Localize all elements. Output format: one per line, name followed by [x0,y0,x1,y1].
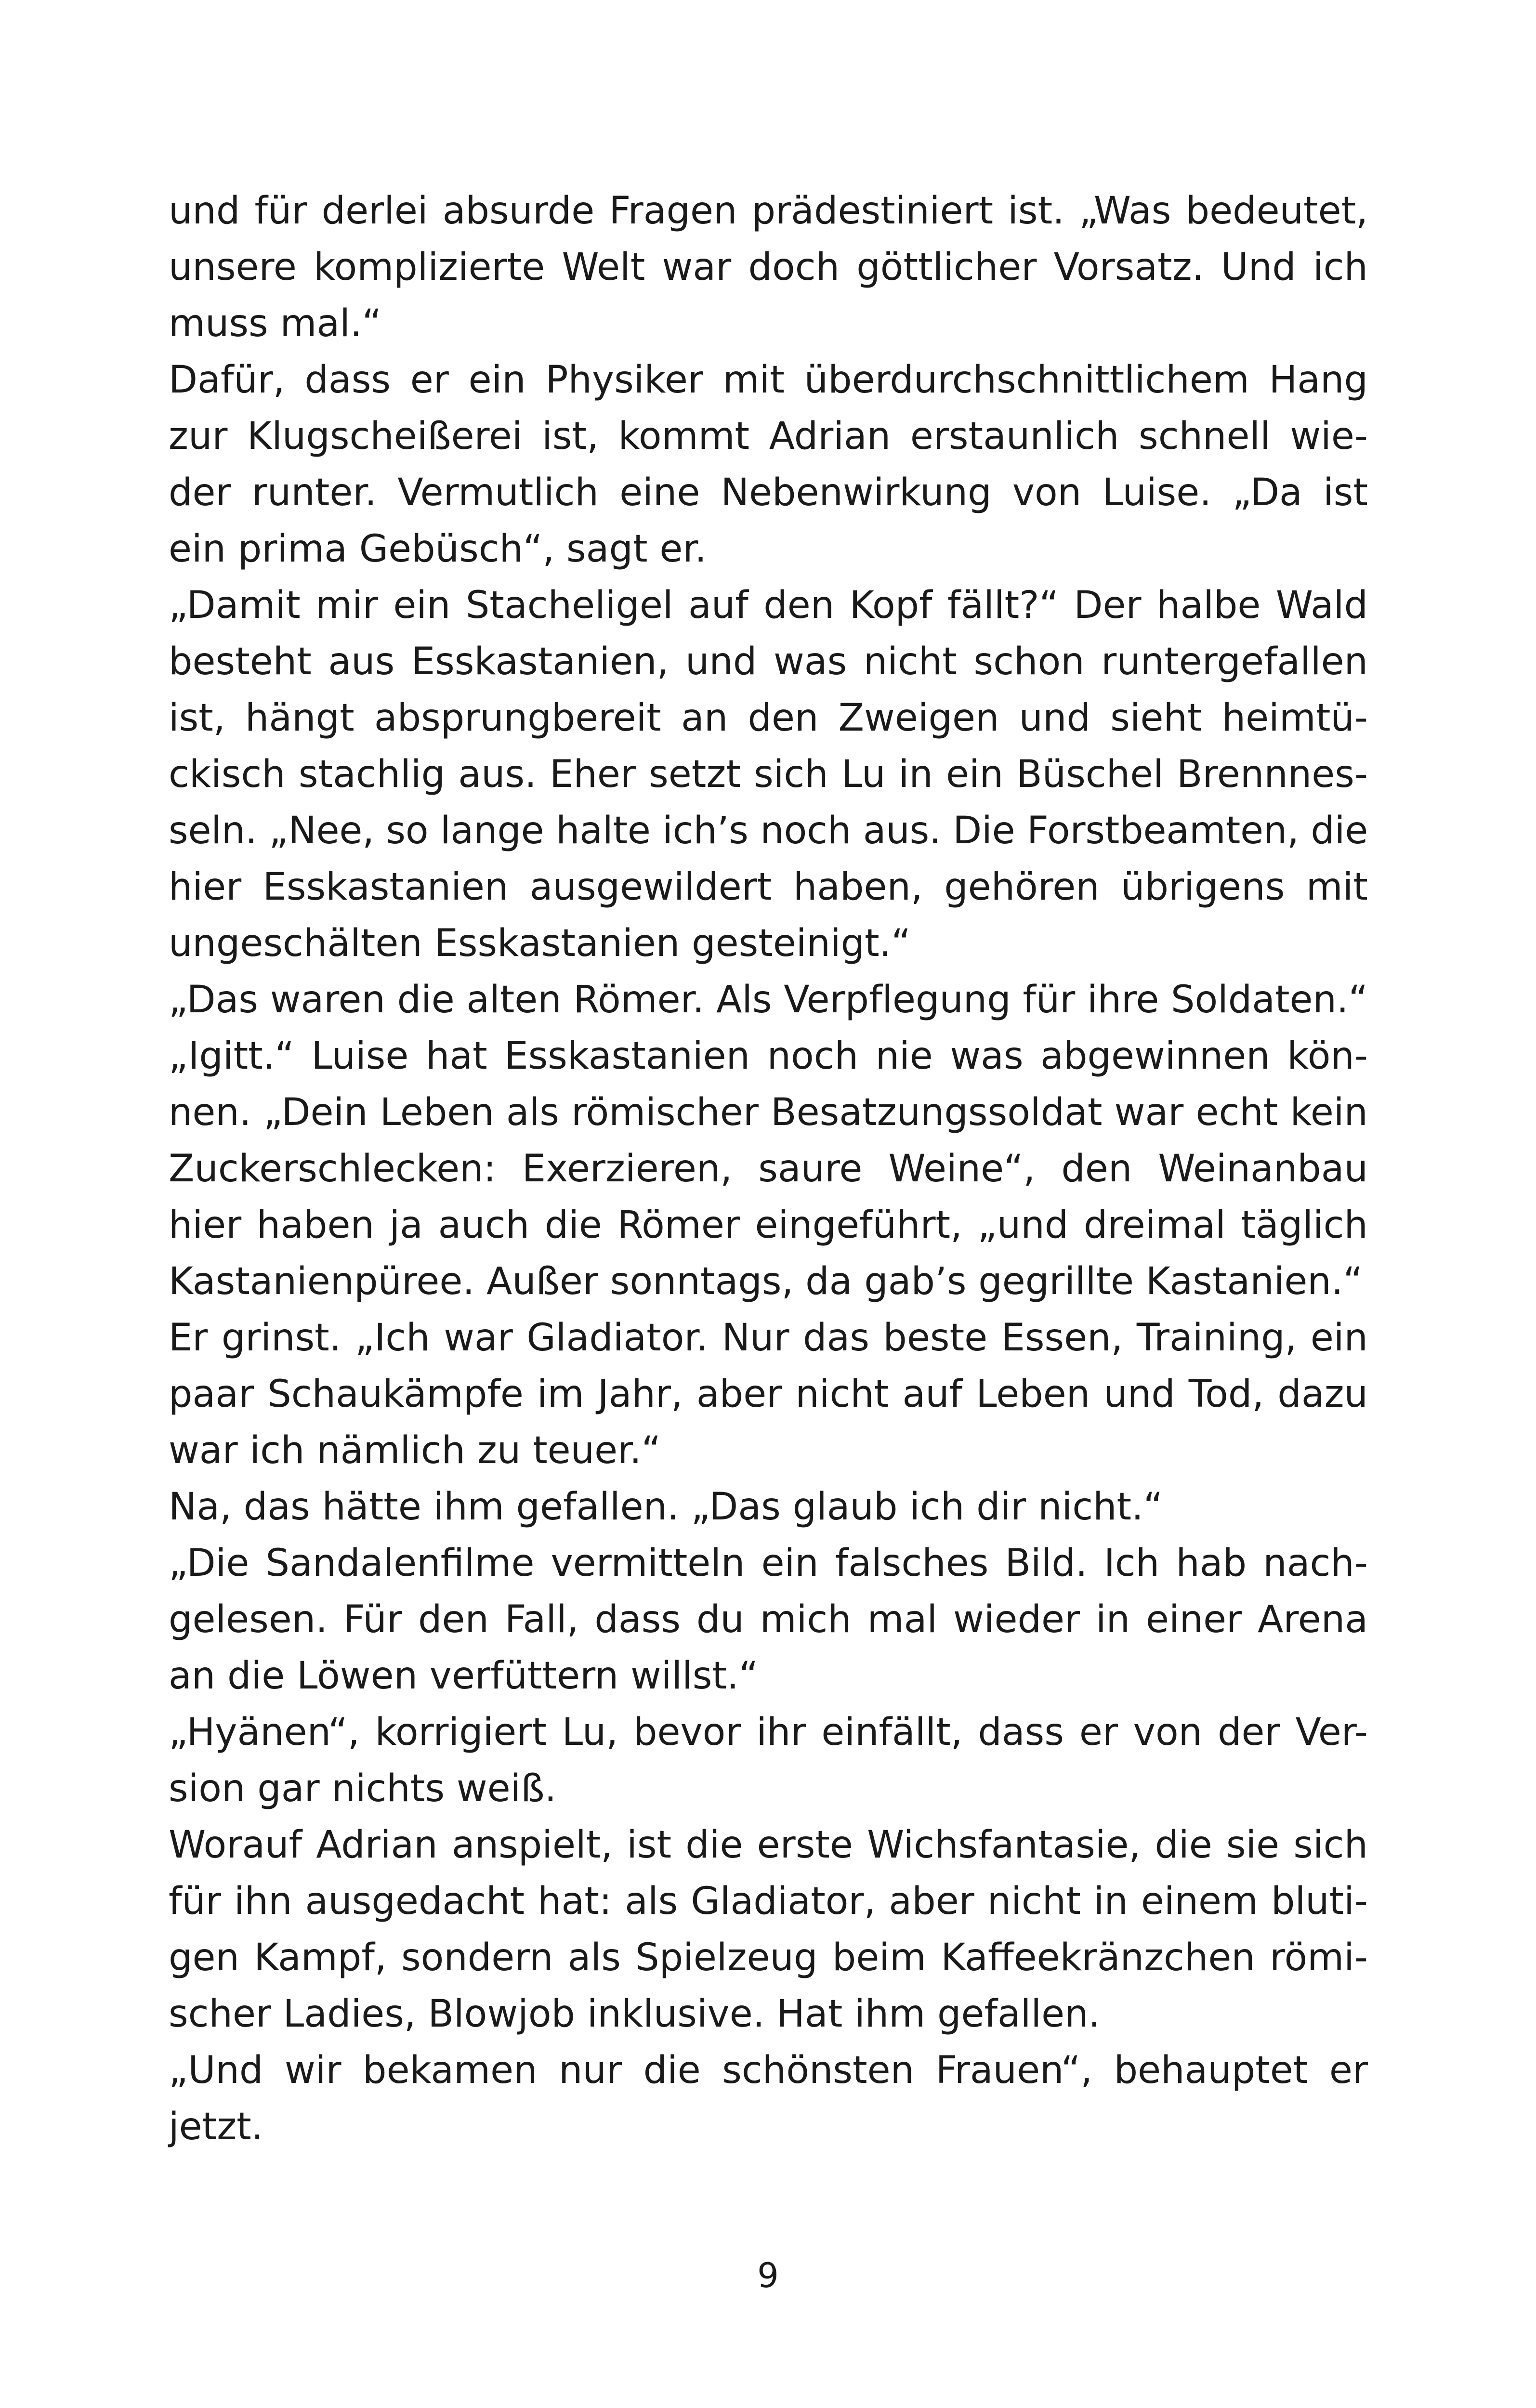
text-line: Dafür, dass er ein Physiker mit überdurchschnittlichem Hang [169,358,1368,402]
text-line: „Hyänen“, korrigiert Lu, bevor ihr einfällt, dass er von der Ver- [169,1711,1368,1754]
text-line: hier haben ja auch die Römer eingeführt, „und dreimal täglich [169,1204,1368,1247]
page-number: 9 [757,2256,779,2295]
text-line: Er grinst. „Ich war Gladiator. Nur das beste Essen, Training, ein [169,1316,1368,1360]
text-line: Zuckerschlecken: Exerzieren, saure Weine“, den Weinanbau [169,1147,1368,1191]
text-line: seln. „Nee, so lange halte ich’s noch aus. Die Forstbeamten, die [169,809,1368,852]
text-line: „Die Sandalenfilme vermitteln ein falsches Bild. Ich hab nach- [169,1542,1368,1585]
text-line: besteht aus Esskastanien, und was nicht schon runtergefallen [169,640,1368,683]
text-line: „Und wir bekamen nur die schönsten Frauen“, behauptet er [169,2049,1368,2092]
text-line: und für derlei absurde Fragen prädestiniert ist. „Was bedeutet, [169,189,1368,233]
text-line: paar Schaukämpfe im Jahr, aber nicht auf Leben und Tod, dazu [169,1373,1368,1416]
text-line: ist, hängt absprungbereit an den Zweigen und sieht heimtü- [169,696,1368,740]
text-line: muss mal.“ [169,302,382,345]
text-line: gelesen. Für den Fall, dass du mich mal wieder in einer Arena [169,1598,1368,1641]
text-line: gen Kampf, sondern als Spielzeug beim Kaffeekränzchen römi- [169,1936,1368,1979]
body-text [169,183,1368,2155]
text-line: ckisch stachlig aus. Eher setzt sich Lu in ein Büschel Brennnes- [169,753,1368,796]
text-line: Worauf Adrian anspielt, ist die erste Wichsfantasie, die sie sich [169,1823,1368,1867]
text-line: „Das waren die alten Römer. Als Verpflegung für ihre Soldaten.“ [169,978,1368,1021]
text-line: nen. „Dein Leben als römischer Besatzungssoldat war echt kein [169,1091,1368,1134]
text-line: „Igitt.“ Luise hat Esskastanien noch nie was abgewinnen kön- [169,1034,1368,1078]
text-line: für ihn ausgedacht hat: als Gladiator, aber nicht in einem bluti- [169,1880,1368,1923]
text-line: „Damit mir ein Stacheligel auf den Kopf fällt?“ Der halbe Wald [169,584,1368,627]
text-line: scher Ladies, Blowjob inklusive. Hat ihm gefallen. [169,1992,1101,2036]
text-line: war ich nämlich zu teuer.“ [169,1429,661,1472]
text-line: der runter. Vermutlich eine Nebenwirkung von Luise. „Da ist [169,471,1368,514]
text-line: hier Esskastanien ausgewildert haben, gehören übrigens mit [169,865,1368,909]
text-line: Kastanienpüree. Außer sonntags, da gab’s gegrillte Kastanien.“ [169,1260,1363,1303]
text-line: ungeschälten Esskastanien gesteinigt.“ [169,922,911,965]
text-line: unsere komplizierte Welt war doch göttlicher Vorsatz. Und ich [169,246,1368,289]
text-line: an die Löwen verfüttern willst.“ [169,1654,759,1698]
text-line: Na, das hätte ihm gefallen. „Das glaub ich dir nicht.“ [169,1485,1163,1529]
text-line: sion gar nichts weiß. [169,1767,557,1810]
text-line: zur Klugscheißerei ist, kommt Adrian erstaunlich schnell wie- [169,415,1368,458]
text-line: ein prima Gebüsch“, sagt er. [169,527,707,571]
text-line: jetzt. [169,2105,263,2148]
